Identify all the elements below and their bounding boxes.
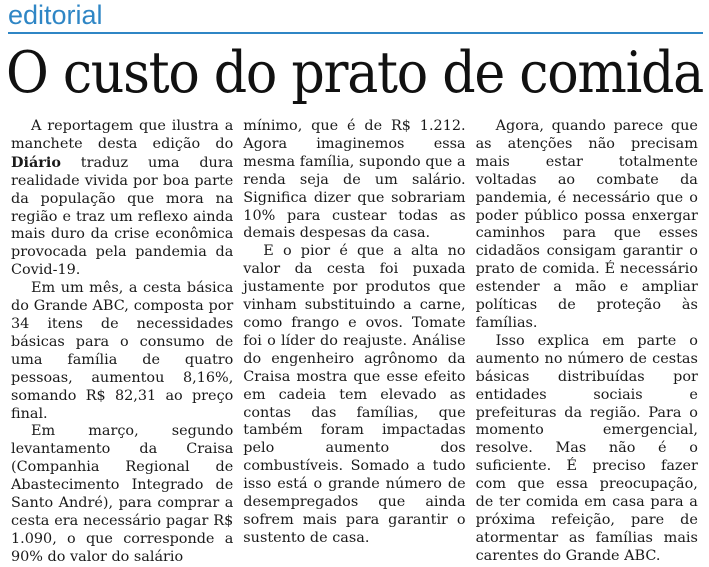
section-rule [8, 32, 703, 34]
newspaper-name: Diário [11, 153, 61, 171]
paragraph: Agora, quando parece que as atenções não precisam mais estar totalmente voltadas ao combate da pandemia, é necessário que o poder público possa enxergar caminhos para que esses cidadãos consigam garantir o prato de comida. É necessário estender a mão e ampliar políticas de proteção às famílias. [475, 118, 698, 331]
column-2 [238, 118, 470, 546]
headline: O custo do prato de comida [6, 40, 703, 106]
column-1 [6, 118, 238, 565]
section-kicker: editorial [8, 0, 103, 30]
paragraph-continued: mínimo, que é de R$ 1.212. Agora imaginemos essa mesma família, supondo que a renda seja de um salário. Significa dizer que sobrariam 10% para custear todas as demais despesas da casa. [243, 118, 466, 242]
paragraph: A reportagem que ilustra a manchete desta edição do Diário traduz uma dura realidade vivida por boa parte da população que mora na região e traz um reflexo ainda mais duro da crise econômica provocada pela pandemia da Covid-19. [11, 118, 234, 279]
paragraph: Isso explica em parte o aumento no número de cestas básicas distribuídas por entidades sociais e prefeituras da região. Para o momento emergencial, resolve. Mas não é o suficiente. É preciso fazer com que essa preocupação, de ter comida em casa para a próxima refeição, pare de atormentar as famílias mais carentes do Grande ABC. [475, 332, 698, 564]
paragraph: E o pior é que a alta no valor da cesta foi puxada justamente por produtos que vinham substituindo a carne, como frango e ovos. Tomate foi o líder do reajuste. Análise do engenheiro agrônomo da Craisa mostra que esse efeito em cadeia tem elevado as contas das famílias, que também foram impactadas pelo aumento dos combustíveis. Somado a tudo isso está o grande número de desempregados que ainda sofrem mais para garantir o sustento de casa. [243, 243, 466, 546]
paragraph: Em um mês, a cesta básica do Grande ABC, composta por 34 itens de necessidades básicas para o consumo de uma família de quatro pessoas, aumentou 8,16%, somando R$ 82,31 ao preço final. [11, 280, 234, 422]
paragraph: Em março, segundo levantamento da Craisa (Companhia Regional de Abastecimento Integrado de Santo André), para comprar a cesta era necessário pagar R$ 1.090, o que corresponde a 90% do valor do salário [11, 423, 234, 565]
column-3 [471, 118, 703, 564]
article-body [6, 118, 703, 565]
